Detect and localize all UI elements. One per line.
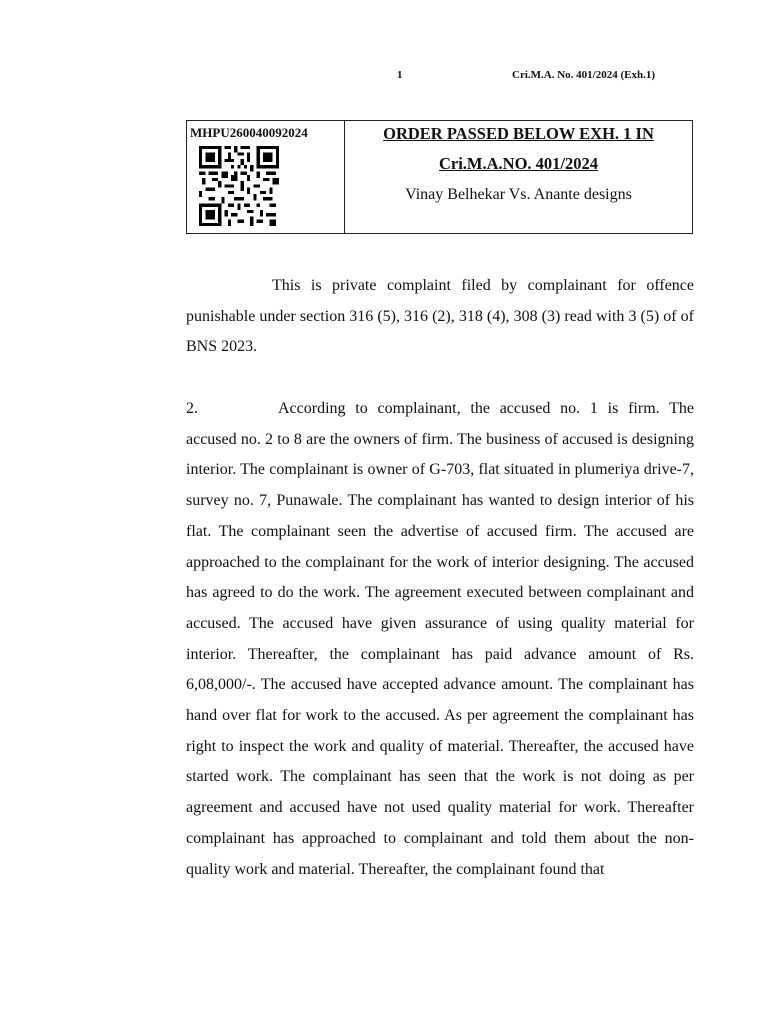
cnr-cell — [187, 121, 345, 233]
order-title: ORDER PASSED BELOW EXH. 1 IN — [383, 124, 654, 143]
order-title-cell — [345, 121, 692, 233]
order-title-box — [186, 120, 693, 234]
case-number: Cri.M.A.NO. 401/2024 — [438, 154, 599, 173]
paragraph-2-text: According to complainant, the accused no. 1 is firm. The accused no. 2 to 8 are the owners of firm. The business of accused is designing interior. The complainant is owner of G-703, flat situated in plumeriya drive-7, survey no. 7, Punawale. The complainant has wanted to design interior of his flat. The complainant seen the advertise of accused firm. The accused are approached to the complainant for the work of interior designing. The accused has agreed to do the work. The agreement executed between complainant and accused. The accused have given assurance of using quality material for interior. Thereafter, the complainant has paid advance amount of Rs. 6,08,000/-. The accused have accepted advance amount. The complainant has hand over flat for work to the accused. As per agreement the complainant has right to inspect the work and quality of material. Thereafter, the accused have started work. The complainant has seen that the work is not doing as per agreement and accused have not used quality material for work. Thereafter complainant has approached to complainant and told them about the non-quality work and material. Thereafter, the complainant found that — [186, 400, 694, 878]
cnr-number: MHPU260040092024 — [190, 125, 308, 140]
qr-code-icon — [196, 146, 282, 226]
paragraph-1 — [186, 271, 694, 363]
parties: Vinay Belhekar Vs. Anante designs — [405, 186, 632, 203]
case-reference-header: Cri.M.A. No. 401/2024 (Exh.1) — [512, 69, 655, 81]
page-number: 1 — [397, 69, 403, 81]
paragraph-1-text: This is private complaint filed by complainant for offence punishable under section 316 (5), 316 (2), 318 (4), 308 (3) read with 3 (5) of of BNS 2023. — [186, 277, 694, 356]
paragraph-2-number: 2. — [186, 400, 198, 417]
paragraph-2 — [186, 394, 694, 885]
